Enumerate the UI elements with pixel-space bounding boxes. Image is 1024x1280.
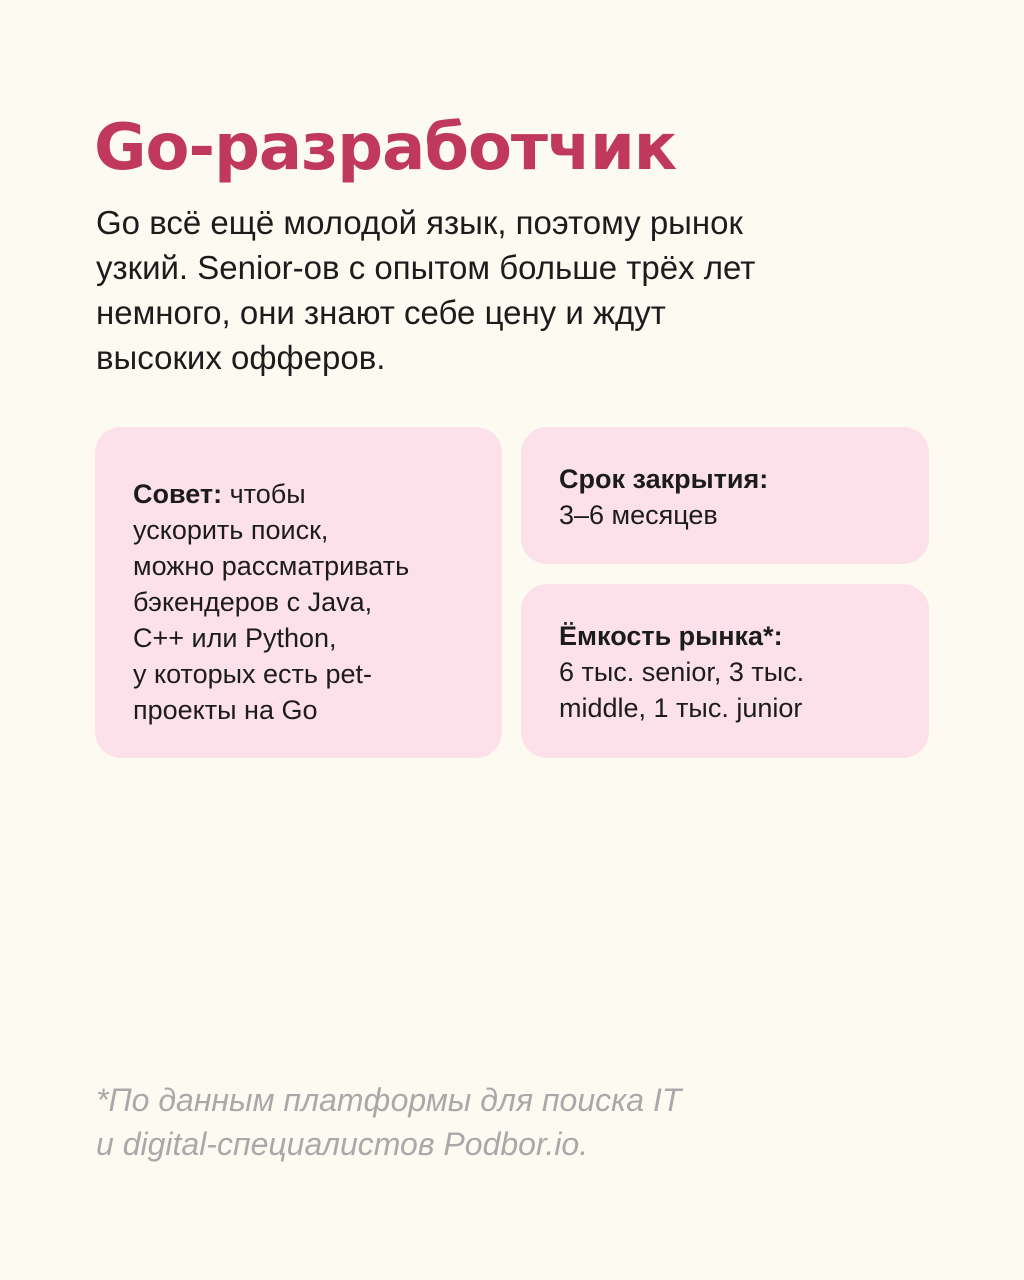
- page-title: Go-разработчик: [94, 111, 677, 185]
- tip-line: у которых есть pet-: [133, 659, 373, 689]
- intro-paragraph: [96, 200, 876, 380]
- tip-line: бэкендеров с Java,: [133, 587, 373, 617]
- tip-text: [133, 476, 482, 728]
- market-heading: Ёмкость рынка*:: [559, 621, 783, 651]
- intro-line: высоких офферов.: [96, 339, 386, 376]
- deadline-text: [559, 497, 909, 533]
- tip-line: чтобы: [222, 479, 306, 509]
- tip-line: ускорить поиск,: [133, 515, 329, 545]
- tip-line: C++ или Python,: [133, 623, 337, 653]
- footnote-line: *По данным платформы для поиска IT: [96, 1082, 682, 1118]
- deadline-heading: Срок закрытия:: [559, 464, 769, 494]
- deadline-card: [521, 427, 929, 564]
- market-text: [559, 654, 909, 726]
- footnote: [96, 1078, 856, 1166]
- footnote-line: и digital-специалистов Podbor.io.: [96, 1126, 589, 1162]
- market-line: middle, 1 тыс. junior: [559, 693, 803, 723]
- market-card: [521, 584, 929, 758]
- tip-line: можно рассматривать: [133, 551, 410, 581]
- tip-line: проекты на Go: [133, 695, 318, 725]
- intro-line: Go всё ещё молодой язык, поэтому рынок: [96, 204, 743, 241]
- tip-card: [95, 427, 502, 758]
- tip-label: Совет:: [133, 479, 223, 509]
- intro-line: немного, они знают себе цену и ждут: [96, 294, 666, 331]
- market-line: 6 тыс. senior, 3 тыс.: [559, 657, 805, 687]
- deadline-value: 3–6 месяцев: [559, 500, 718, 530]
- intro-line: узкий. Senior-ов с опытом больше трёх лет: [96, 249, 756, 286]
